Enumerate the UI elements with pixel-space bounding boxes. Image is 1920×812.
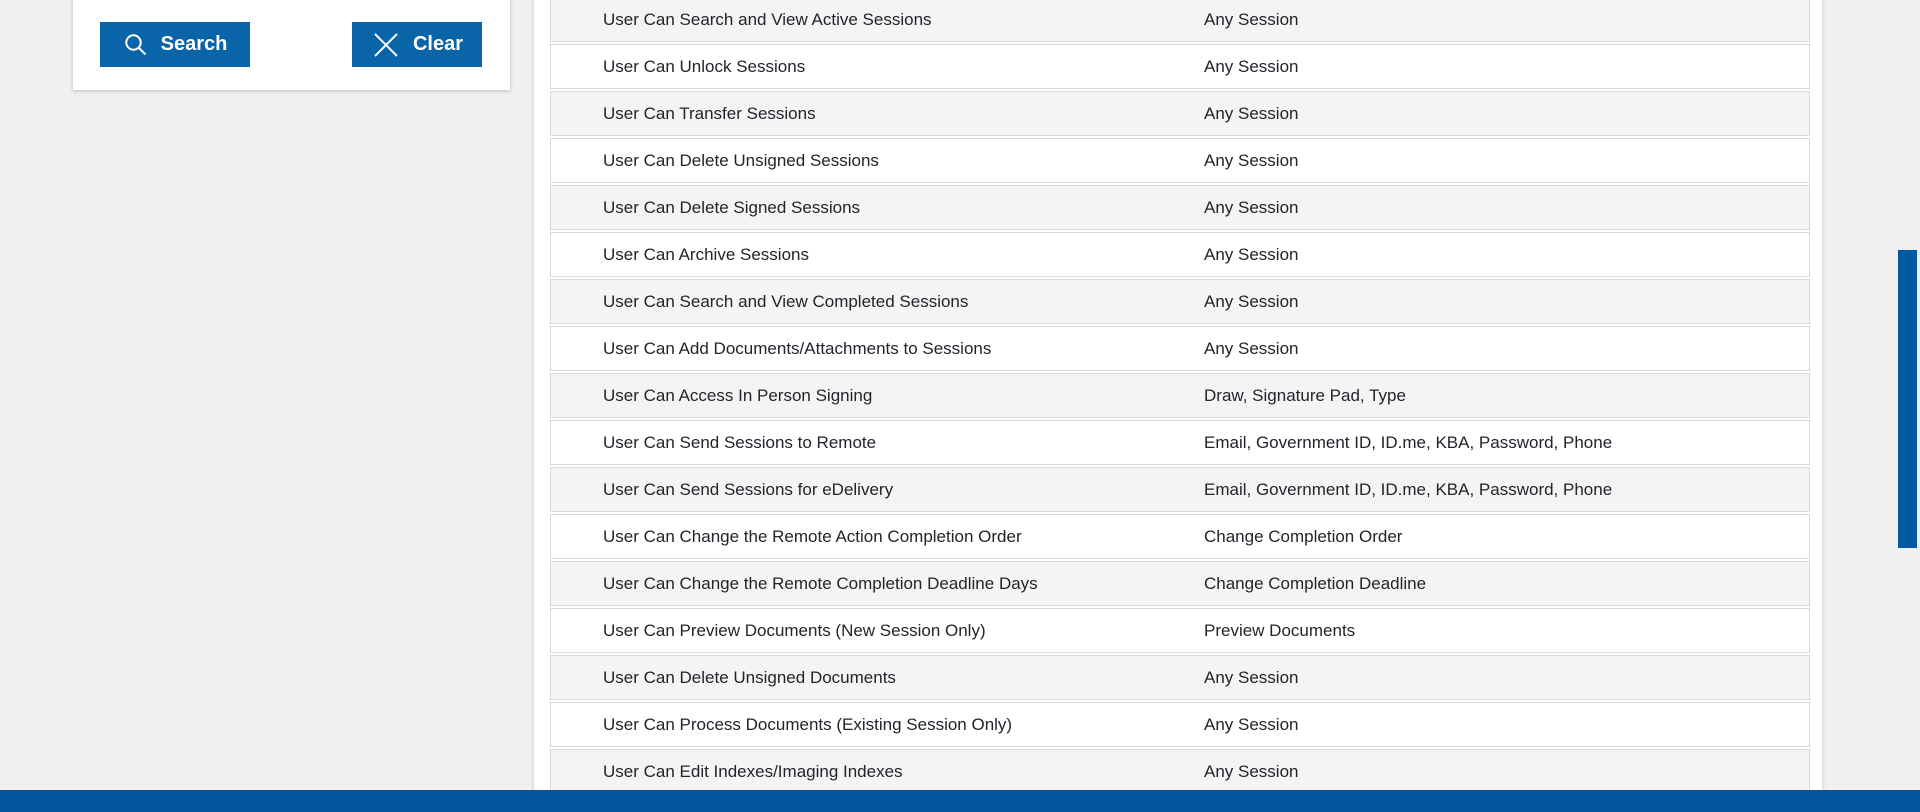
permission-row[interactable] — [550, 0, 1810, 42]
permission-label: User Can Edit Indexes/Imaging Indexes — [603, 762, 903, 781]
search-panel-card — [73, 0, 510, 90]
permission-row[interactable] — [550, 420, 1810, 465]
permission-value: Email, Government ID, ID.me, KBA, Password, Phone — [1204, 433, 1613, 452]
permission-row[interactable] — [550, 749, 1810, 794]
permission-value: Draw, Signature Pad, Type — [1204, 386, 1406, 405]
permission-value: Any Session — [1204, 292, 1299, 311]
permission-label: User Can Search and View Active Sessions — [603, 10, 932, 29]
permission-label: User Can Delete Signed Sessions — [603, 198, 861, 217]
clear-button-label: Clear — [412, 33, 464, 55]
permission-row[interactable] — [550, 326, 1810, 371]
scrollbar-track[interactable] — [1895, 0, 1920, 812]
permissions-card — [534, 0, 1822, 812]
clear-button[interactable] — [352, 22, 482, 67]
permission-value: Any Session — [1204, 57, 1299, 76]
permission-value: Any Session — [1204, 245, 1299, 264]
permission-value: Any Session — [1204, 715, 1299, 734]
permission-value: Email, Government ID, ID.me, KBA, Password, Phone — [1204, 480, 1613, 499]
permission-value: Change Completion Order — [1204, 527, 1403, 546]
permission-row[interactable] — [550, 91, 1810, 136]
permission-row[interactable] — [550, 373, 1810, 418]
permission-value: Any Session — [1204, 668, 1299, 687]
permission-row[interactable] — [550, 279, 1810, 324]
permission-label: User Can Delete Unsigned Sessions — [603, 151, 879, 170]
permission-label: User Can Delete Unsigned Documents — [603, 668, 896, 687]
permission-row[interactable] — [550, 655, 1810, 700]
permission-value: Preview Documents — [1204, 621, 1356, 640]
permission-value: Any Session — [1204, 762, 1299, 781]
permission-label: User Can Send Sessions for eDelivery — [603, 480, 894, 499]
permission-row[interactable] — [550, 561, 1810, 606]
permission-label: User Can Unlock Sessions — [603, 57, 806, 76]
permission-label: User Can Add Documents/Attachments to Sessions — [603, 339, 992, 358]
permission-row[interactable] — [550, 514, 1810, 559]
magnifier-icon — [123, 32, 149, 58]
permission-label: User Can Change the Remote Action Completion Order — [603, 527, 1022, 546]
footer-bar — [0, 790, 1920, 812]
permission-row[interactable] — [550, 467, 1810, 512]
permissions-list — [550, 0, 1810, 796]
permission-label: User Can Search and View Completed Sessions — [603, 292, 969, 311]
permission-row[interactable] — [550, 138, 1810, 183]
permission-label: User Can Change the Remote Completion Deadline Days — [603, 574, 1038, 593]
x-icon — [371, 30, 401, 60]
permission-row[interactable] — [550, 44, 1810, 89]
permission-label: User Can Preview Documents (New Session Only) — [603, 621, 986, 640]
permission-value: Any Session — [1204, 10, 1299, 29]
permission-label: User Can Send Sessions to Remote — [603, 433, 877, 452]
permission-value: Any Session — [1204, 104, 1299, 123]
permission-row[interactable] — [550, 608, 1810, 653]
permission-row[interactable] — [550, 185, 1810, 230]
search-button[interactable] — [100, 22, 250, 67]
permission-label: User Can Process Documents (Existing Session Only) — [603, 715, 1013, 734]
permission-label: User Can Access In Person Signing — [603, 386, 873, 405]
permission-label: User Can Archive Sessions — [603, 245, 809, 264]
permission-row[interactable] — [550, 232, 1810, 277]
permission-value: Any Session — [1204, 339, 1299, 358]
permission-value: Change Completion Deadline — [1204, 574, 1427, 593]
scrollbar-thumb[interactable] — [1898, 250, 1917, 548]
permission-value: Any Session — [1204, 198, 1299, 217]
permission-row[interactable] — [550, 702, 1810, 747]
search-button-label: Search — [160, 33, 228, 55]
permission-value: Any Session — [1204, 151, 1299, 170]
permission-label: User Can Transfer Sessions — [603, 104, 816, 123]
